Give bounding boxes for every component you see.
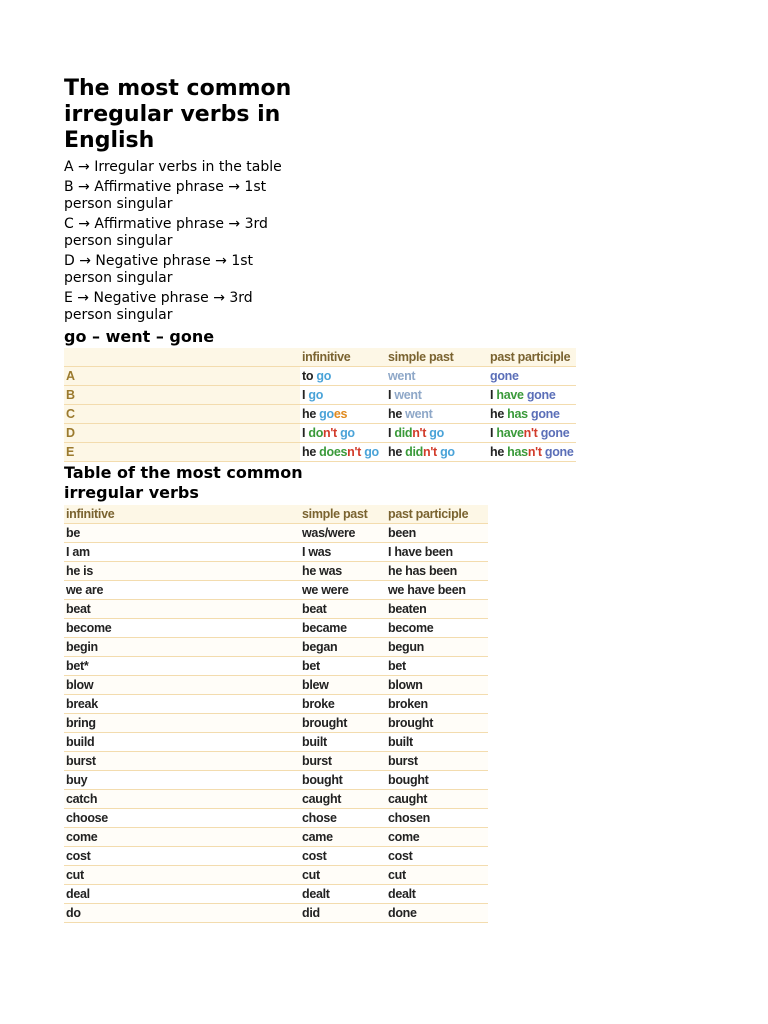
- table-cell: did: [300, 904, 386, 923]
- text-segment: gone: [544, 445, 574, 459]
- text-segment: I: [490, 388, 497, 402]
- table-cell: buy: [64, 771, 300, 790]
- text-segment: gone: [490, 369, 519, 383]
- table-cell: dealt: [300, 885, 386, 904]
- table-row: [64, 367, 576, 386]
- text-segment: I: [490, 426, 497, 440]
- table-row: [64, 619, 488, 638]
- table-row: [64, 790, 488, 809]
- text-segment: es: [333, 407, 348, 421]
- table-row: [64, 885, 488, 904]
- table-cell: blown: [386, 676, 488, 695]
- table-cell: we are: [64, 581, 300, 600]
- table-row: [64, 386, 576, 405]
- table-cell: caught: [300, 790, 386, 809]
- table-cell: blow: [64, 676, 300, 695]
- text-segment: n't: [323, 426, 337, 440]
- table-cell: bought: [386, 771, 488, 790]
- table-cell: was/were: [300, 524, 386, 543]
- table-header-row: [64, 505, 488, 524]
- column-header: past participle: [488, 348, 576, 367]
- table-row: [64, 733, 488, 752]
- table-cell: we have been: [386, 581, 488, 600]
- irregular-verbs-table: [64, 505, 488, 923]
- text-segment: gone: [531, 407, 560, 421]
- text-segment: go: [308, 388, 324, 402]
- table-row: [64, 676, 488, 695]
- table-cell: beat: [300, 600, 386, 619]
- table-cell: deal: [64, 885, 300, 904]
- table-cell: bring: [64, 714, 300, 733]
- table-cell: [488, 367, 576, 386]
- table-cell: beat: [64, 600, 300, 619]
- text-segment: go: [364, 445, 379, 459]
- table-row: [64, 847, 488, 866]
- table-cell: do: [64, 904, 300, 923]
- table-cell: cut: [386, 866, 488, 885]
- table-cell: dealt: [386, 885, 488, 904]
- table-cell: [488, 443, 576, 462]
- text-segment: n't: [423, 445, 437, 459]
- go-conjugation-table: [64, 348, 576, 462]
- table-cell: become: [386, 619, 488, 638]
- table-cell: came: [300, 828, 386, 847]
- column-header: past participle: [386, 505, 488, 524]
- table-row: [64, 771, 488, 790]
- text-segment: I: [388, 388, 395, 402]
- table-cell: be: [64, 524, 300, 543]
- legend-item-c: C → Affirmative phrase → 3rd person singular: [64, 216, 268, 249]
- table-cell: [386, 367, 488, 386]
- text-segment: he: [388, 407, 406, 421]
- text-segment: went: [394, 388, 422, 402]
- table-cell: cut: [64, 866, 300, 885]
- table-row: [64, 524, 488, 543]
- table-cell: [300, 386, 386, 405]
- table-cell: begun: [386, 638, 488, 657]
- table-row: [64, 443, 576, 462]
- text-segment: have: [496, 388, 524, 402]
- table-cell: begin: [64, 638, 300, 657]
- text-segment: n't: [412, 426, 427, 440]
- table-cell: I am: [64, 543, 300, 562]
- legend-item-b: B → Affirmative phrase → 1st person singular: [64, 179, 267, 212]
- table-cell: bet: [386, 657, 488, 676]
- row-label: D: [64, 424, 300, 443]
- document-content: [64, 76, 584, 923]
- text-segment: did: [405, 445, 424, 459]
- table-cell: cut: [300, 866, 386, 885]
- text-segment: go: [319, 407, 334, 421]
- table-cell: [488, 424, 576, 443]
- table-row: [64, 809, 488, 828]
- text-segment: n't: [523, 426, 538, 440]
- table-row: [64, 424, 576, 443]
- table-cell: bet: [300, 657, 386, 676]
- table-cell: catch: [64, 790, 300, 809]
- table-cell: built: [386, 733, 488, 752]
- text-segment: did: [394, 426, 413, 440]
- table-cell: [300, 443, 386, 462]
- table-row: [64, 695, 488, 714]
- table-cell: became: [300, 619, 386, 638]
- text-segment: went: [388, 369, 416, 383]
- text-segment: I: [302, 426, 309, 440]
- legend-item-d: D → Negative phrase → 1st person singular: [64, 253, 254, 286]
- table-cell: bet*: [64, 657, 300, 676]
- table-cell: I have been: [386, 543, 488, 562]
- text-segment: he: [302, 407, 320, 421]
- table-cell: burst: [386, 752, 488, 771]
- table-cell: burst: [300, 752, 386, 771]
- table-cell: brought: [300, 714, 386, 733]
- table-cell: [300, 424, 386, 443]
- verbs-section-heading: Table of the most common irregular verbs: [64, 463, 303, 502]
- table-cell: done: [386, 904, 488, 923]
- table-cell: we were: [300, 581, 386, 600]
- table-cell: build: [64, 733, 300, 752]
- table-cell: chosen: [386, 809, 488, 828]
- text-segment: go: [429, 426, 444, 440]
- table-row: [64, 562, 488, 581]
- row-label: B: [64, 386, 300, 405]
- table-cell: he is: [64, 562, 300, 581]
- table-row: [64, 866, 488, 885]
- page-title: The most common irregular verbs in English: [64, 76, 292, 153]
- text-segment: I: [302, 388, 309, 402]
- text-segment: n't: [347, 445, 362, 459]
- text-segment: he: [490, 407, 508, 421]
- text-segment: gone: [540, 426, 570, 440]
- column-header: [64, 348, 300, 367]
- text-segment: go: [316, 369, 332, 383]
- column-header: simple past: [300, 505, 386, 524]
- text-segment: gone: [526, 388, 556, 402]
- column-header: infinitive: [64, 505, 300, 524]
- text-segment: went: [405, 407, 433, 421]
- table-cell: cost: [386, 847, 488, 866]
- table-cell: [488, 386, 576, 405]
- table-row: [64, 752, 488, 771]
- table-cell: beaten: [386, 600, 488, 619]
- table-cell: brought: [386, 714, 488, 733]
- table-cell: cost: [64, 847, 300, 866]
- text-segment: he: [302, 445, 320, 459]
- text-segment: he: [490, 445, 508, 459]
- table-cell: blew: [300, 676, 386, 695]
- table-cell: began: [300, 638, 386, 657]
- text-segment: has: [507, 407, 528, 421]
- table-cell: built: [300, 733, 386, 752]
- table-cell: been: [386, 524, 488, 543]
- table-row: [64, 600, 488, 619]
- table-cell: [300, 367, 386, 386]
- table-cell: he has been: [386, 562, 488, 581]
- table-cell: broken: [386, 695, 488, 714]
- row-label: E: [64, 443, 300, 462]
- text-segment: has: [507, 445, 528, 459]
- table-cell: cost: [300, 847, 386, 866]
- row-label: A: [64, 367, 300, 386]
- table-cell: [386, 443, 488, 462]
- text-segment: does: [319, 445, 348, 459]
- table-cell: choose: [64, 809, 300, 828]
- text-segment: to: [302, 369, 317, 383]
- text-segment: do: [308, 426, 324, 440]
- table-cell: caught: [386, 790, 488, 809]
- text-segment: go: [340, 426, 355, 440]
- table-cell: [386, 386, 488, 405]
- table-cell: bought: [300, 771, 386, 790]
- legend-item-a: A → Irregular verbs in the table: [64, 159, 282, 175]
- table-row: [64, 543, 488, 562]
- row-label: C: [64, 405, 300, 424]
- text-segment: go: [440, 445, 455, 459]
- column-header: infinitive: [300, 348, 386, 367]
- table-row: [64, 581, 488, 600]
- table-cell: burst: [64, 752, 300, 771]
- table-row: [64, 714, 488, 733]
- go-section-heading: go – went – gone: [64, 327, 215, 346]
- table-cell: break: [64, 695, 300, 714]
- table-row: [64, 828, 488, 847]
- table-cell: come: [64, 828, 300, 847]
- table-cell: he was: [300, 562, 386, 581]
- table-cell: [386, 405, 488, 424]
- legend: [64, 159, 304, 324]
- table-row: [64, 405, 576, 424]
- text-segment: I: [388, 426, 395, 440]
- text-segment: he: [388, 445, 406, 459]
- table-row: [64, 638, 488, 657]
- text-segment: n't: [527, 445, 542, 459]
- legend-item-e: E → Negative phrase → 3rd person singular: [64, 290, 253, 323]
- table-header-row: [64, 348, 576, 367]
- table-cell: broke: [300, 695, 386, 714]
- table-row: [64, 657, 488, 676]
- table-cell: I was: [300, 543, 386, 562]
- table-cell: [386, 424, 488, 443]
- table-cell: [488, 405, 576, 424]
- column-header: simple past: [386, 348, 488, 367]
- table-cell: become: [64, 619, 300, 638]
- table-cell: come: [386, 828, 488, 847]
- table-cell: chose: [300, 809, 386, 828]
- table-cell: [300, 405, 386, 424]
- text-segment: have: [496, 426, 524, 440]
- table-row: [64, 904, 488, 923]
